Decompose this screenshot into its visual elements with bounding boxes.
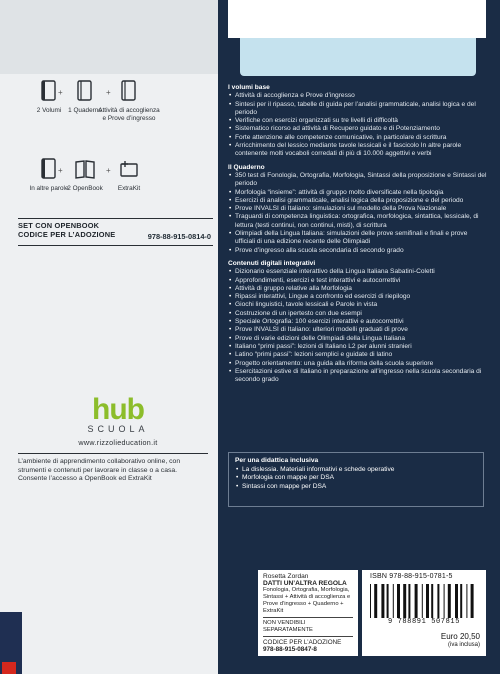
- book-contents: Fonologia, Ortografia, Morfologia, Sintassi + Attività di accoglienza e Prove d’ingresso + Quaderno + ExtraKit: [263, 587, 351, 614]
- adoption-set-code: 978-88-915-0814-0: [147, 232, 211, 241]
- light-blue-tab: [240, 38, 476, 76]
- plus-icon: +: [106, 166, 111, 175]
- hub-logo-text: hub: [92, 393, 144, 426]
- list-item: • Ripassi interattivi, Lingue a confronto ed esercizi di riepilogo: [228, 293, 488, 301]
- price: Euro 20,50: [440, 632, 480, 641]
- list-item: • Traguardi di competenza linguistica: ortografica, morfologica, sintattica, lessicale, di lettura (testi continui, non continui, misti), di scrittura: [228, 213, 488, 230]
- isbn-text: ISBN 978-88-915-0781-5: [370, 573, 453, 580]
- divider: [263, 617, 353, 618]
- component-label: Attività di accoglienza e Prove d’ingresso: [98, 107, 160, 122]
- list-item: • Latino “primi passi”: lezioni semplici e guidate di latino: [228, 351, 488, 359]
- adoption-set-box: [18, 218, 213, 246]
- left-panel: [0, 0, 218, 674]
- title-info-box: [258, 570, 358, 656]
- barcode-number: 9 788891 507815: [387, 618, 460, 626]
- divider: [18, 245, 213, 246]
- component-label: ExtraKit: [117, 185, 141, 192]
- price-block: [441, 632, 480, 650]
- top-white-tab: [228, 0, 486, 38]
- barcode-image: [370, 584, 478, 618]
- list-item: • Sintesi per il ripasso, tabelle di guida per l’analisi grammaticale, analisi logica e del periodo: [228, 101, 488, 118]
- hub-scuola-logo: [18, 393, 218, 447]
- list-item: • Arricchimento del lessico mediante tavole lessicali e il fascicolo In altre parole contenente molti vocaboli corredati di più di 10.000 aggettivi e verbi: [228, 142, 488, 159]
- list-item: • Morfologia “insieme”: attività di gruppo molto diversificate nella tipologia: [228, 189, 488, 197]
- didattica-list: [235, 466, 477, 492]
- component-accoglienza: [98, 80, 160, 122]
- list-item: • Prove INVALSI di Italiano: ulteriori modelli graduati di prove: [228, 326, 488, 334]
- list-item: • Sistematico ricorso ad attività di Recupero guidato e di Potenziamento: [228, 125, 488, 133]
- list-item: • Verifiche con esercizi organizzati su tre livelli di difficoltà: [228, 117, 488, 125]
- left-top-band: [0, 0, 218, 74]
- list-item: • Esercizi di analisi grammaticale, analisi logica della proposizione e del periodo: [228, 197, 488, 205]
- notebook-icon: [77, 80, 93, 102]
- divider: [263, 636, 353, 637]
- component-label: 2 Volumi: [36, 107, 62, 114]
- book-title: DATTI UN’ALTRA REGOLA: [263, 580, 347, 587]
- plus-icon: +: [58, 88, 63, 97]
- list-item: • Giochi linguistici, tavole lessicali e Parole in vista: [228, 301, 488, 309]
- plus-icon: +: [58, 166, 63, 175]
- list-item: • Olimpiadi della Lingua Italiana: simulazioni delle prove semifinali e finali e prove ufficiali di una edizione recente delle Olimpiadi: [228, 230, 488, 247]
- list-item: • Attività di gruppo relative alla Morfologia: [228, 285, 488, 293]
- list-item: • Progetto orientamento: una guida alla riforma della scuola superiore: [228, 360, 488, 368]
- list-item: • Prove di varie edizioni delle Olimpiadi della Lingua Italiana: [228, 335, 488, 343]
- component-label: In altre parole: [29, 185, 69, 192]
- section-title: Il Quaderno: [228, 163, 265, 171]
- list-item: • Costruzione di un ipertesto con due esempi: [228, 310, 488, 318]
- booklet-icon: [121, 80, 137, 102]
- list-item: • Sintassi con mappe per DSA: [235, 483, 477, 492]
- list-item: • Attività di accoglienza e Prove d’ingresso: [228, 92, 488, 100]
- plus-icon: +: [106, 88, 111, 97]
- didattica-inclusiva-box: [228, 452, 484, 507]
- section-list: [228, 172, 488, 255]
- section-title: Contenuti digitali integrativi: [228, 259, 316, 267]
- section-title: I volumi base: [228, 84, 270, 91]
- list-item: • Dizionario essenziale interattivo della Lingua Italiana Sabatini-Coletti: [228, 268, 488, 276]
- hub-logo-subtitle: SCUOLA: [87, 424, 149, 434]
- adoption-set-title: SET CON OPENBOOK CODICE PER L’ADOZIONE: [18, 221, 116, 239]
- extrakit-icon: [118, 158, 140, 180]
- barcode-box: [362, 570, 486, 656]
- list-item: • Speciale Ortografia: 100 esercizi interattivi e autocorrettivi: [228, 318, 488, 326]
- section-list: [228, 92, 488, 158]
- adoption-code: 978-88-915-0847-8: [263, 646, 317, 653]
- author-name: Rosetta Zordan: [263, 573, 309, 580]
- list-item: • Italiano “primi passi”: lezioni di Italiano L2 per alunni stranieri: [228, 343, 488, 351]
- component-label: 1 Quaderno: [68, 107, 102, 114]
- didattica-title: Per una didattica inclusiva: [235, 457, 319, 464]
- list-item: • Approfondimenti, esercizi e test interattivi e autocorrettivi: [228, 277, 488, 285]
- list-item: • La dislessia. Materiali informativi e schede operative: [235, 466, 477, 475]
- section-list: [228, 268, 488, 384]
- not-sold-separately: NON VENDIBILI SEPARATAMENTE: [263, 620, 313, 633]
- list-item: • Esercitazioni estive di Italiano in preparazione all’ingresso nella scuola secondaria di secondo grado: [228, 368, 488, 385]
- list-item: • Forte attenzione alle competenze comunicative, in particolare di scrittura: [228, 134, 488, 142]
- list-item: • Prove d’ingresso alla scuola secondaria di secondo grado: [228, 247, 488, 255]
- component-label: 2 OpenBook: [67, 185, 103, 192]
- publisher-logo: [2, 662, 16, 674]
- list-item: • Morfologia con mappe per DSA: [235, 474, 477, 483]
- hub-description: L’ambiente di apprendimento collaborativo online, con strumenti e contenuti per lavorare in classe o a casa. Consente l’accesso a OpenBook ed ExtraKit: [18, 453, 208, 484]
- component-extrakit: [98, 158, 160, 193]
- hub-url: www.rizzolieducation.it: [78, 438, 158, 447]
- list-item: • 350 test di Fonologia, Ortografia, Morfologia, Sintassi della proposizione e Sintassi del periodo: [228, 172, 488, 189]
- price-note: (iva inclusa): [447, 642, 480, 648]
- features-content: [228, 84, 488, 384]
- open-book-icon: [74, 158, 96, 180]
- adoption-code-label: CODICE PER L’ADOZIONE: [263, 639, 342, 646]
- list-item: • Prove INVALSI di Italiano: simulazioni sul modello della Prova Nazionale: [228, 205, 488, 213]
